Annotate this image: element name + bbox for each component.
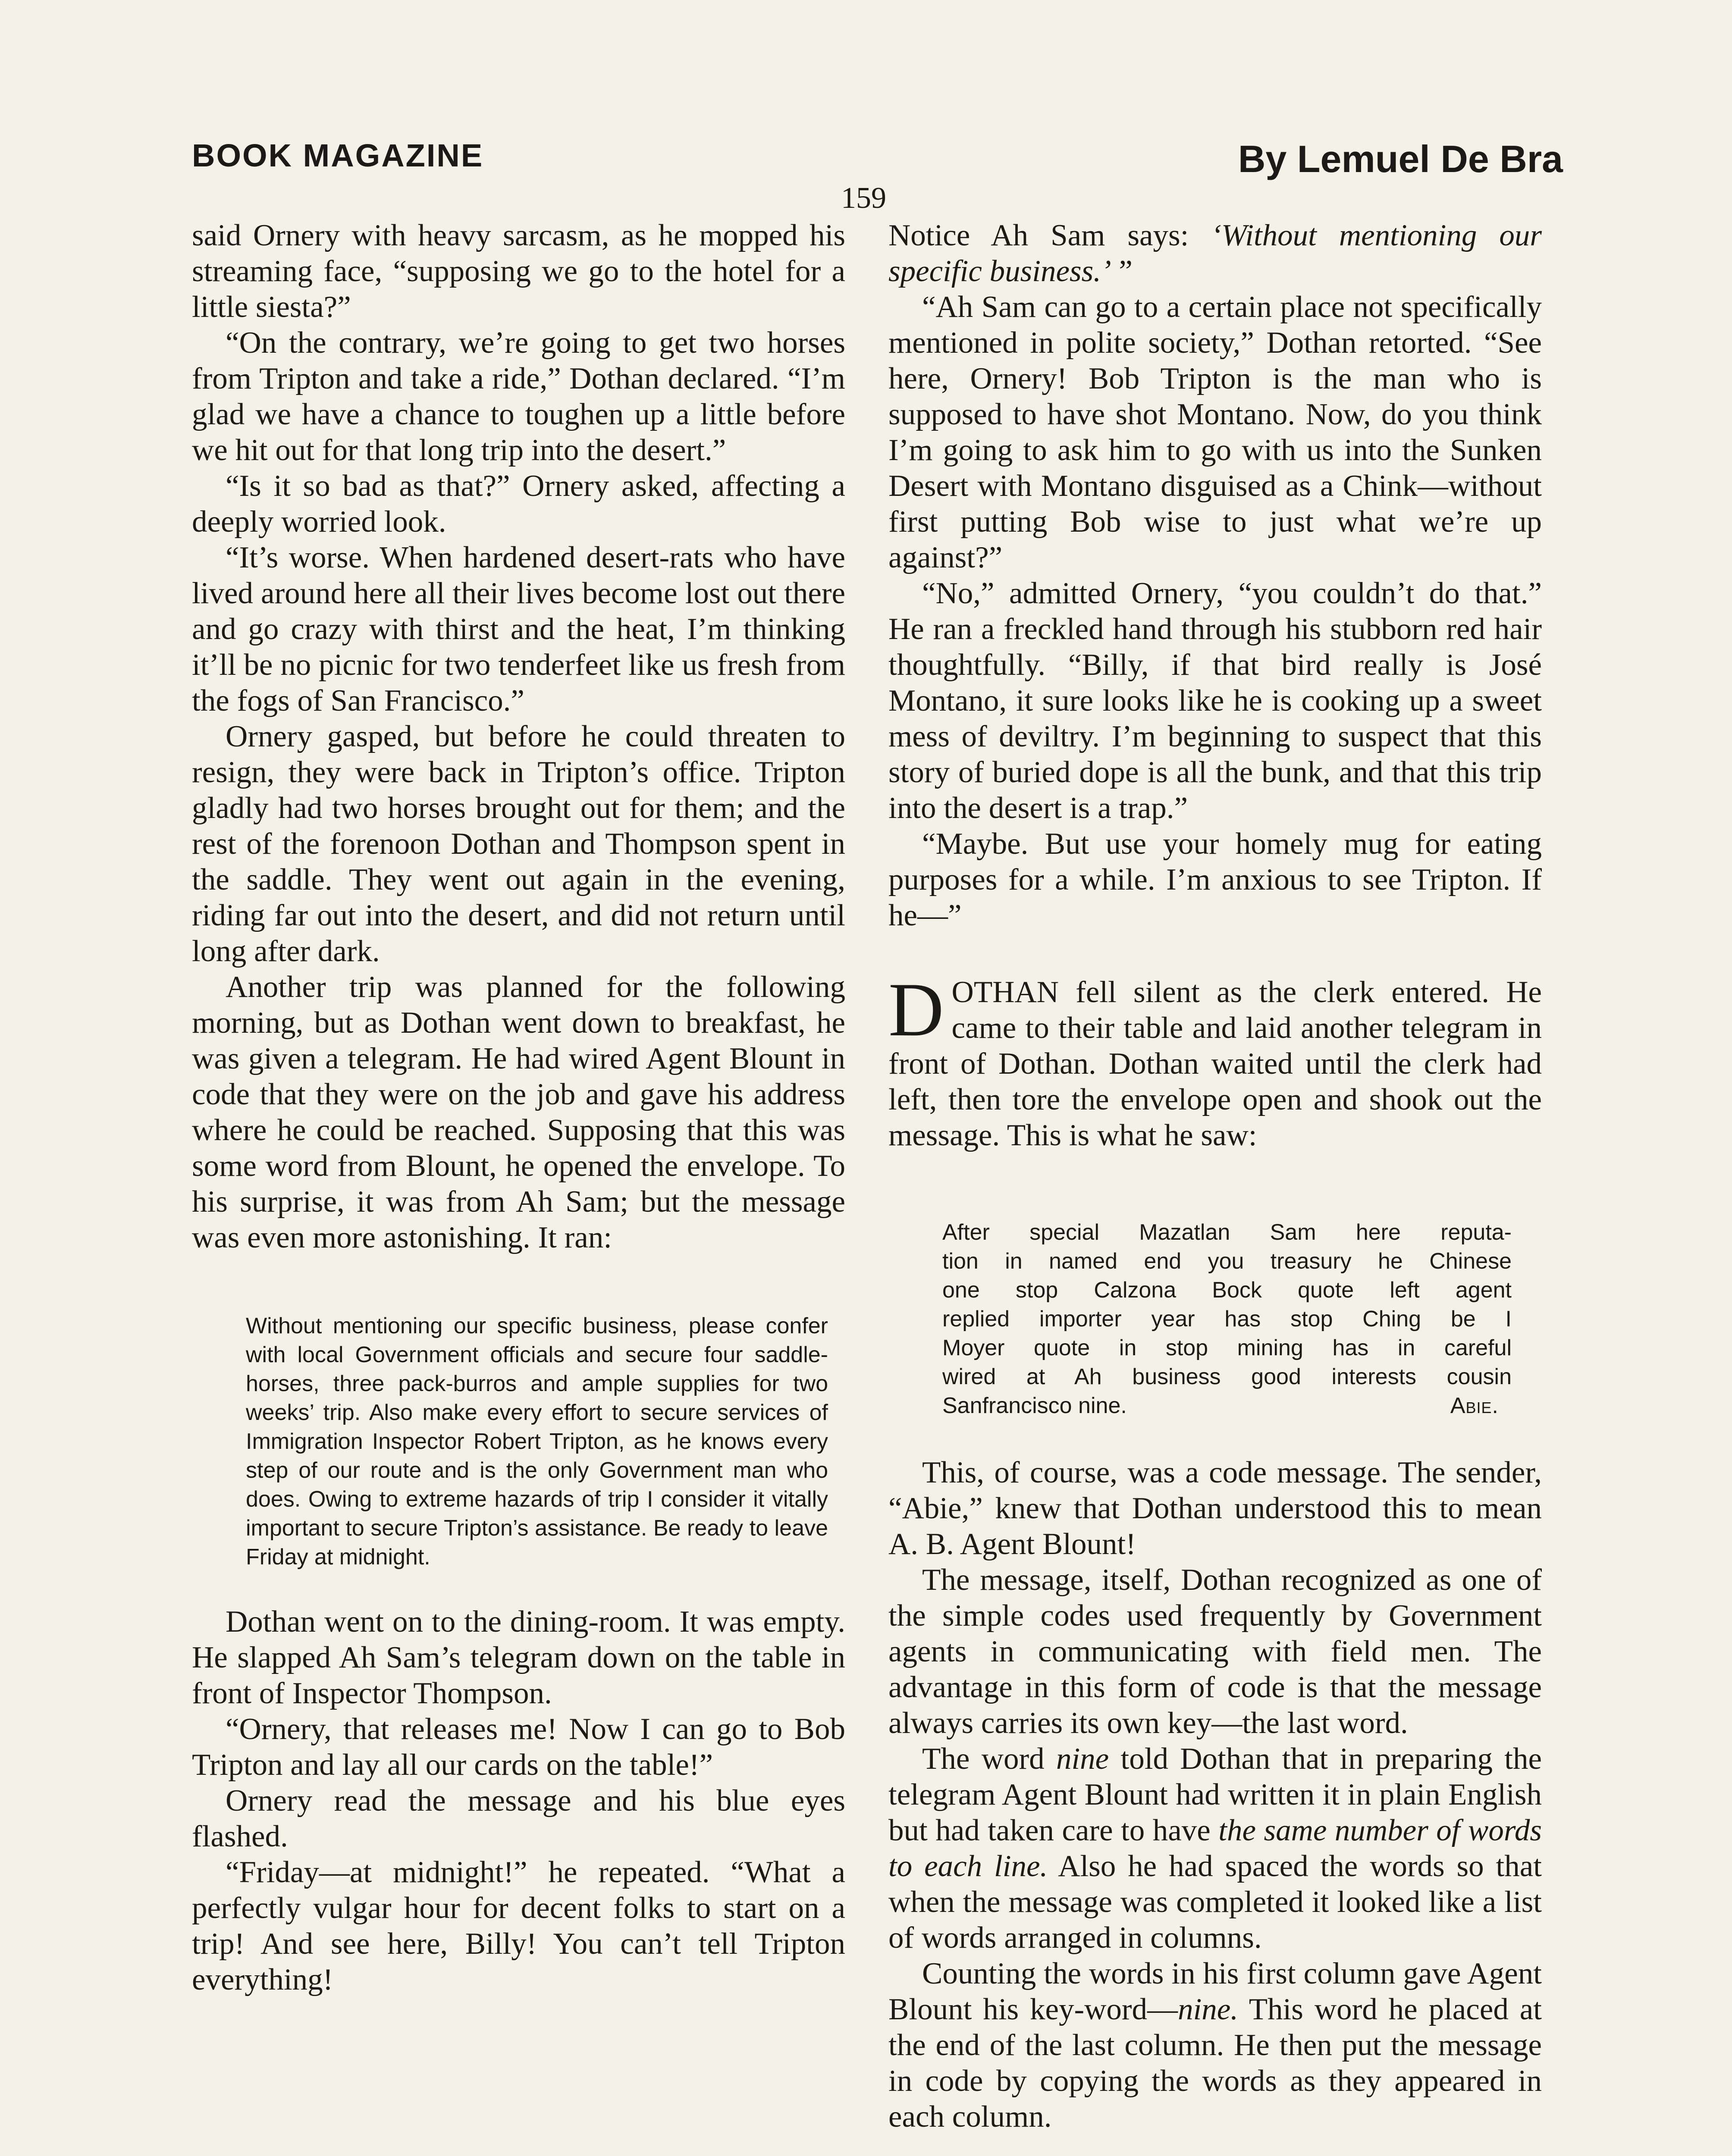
- paragraph-with-drop-cap: [888, 967, 1542, 1153]
- paragraph: “It’s worse. When hardened desert-rats who have lived around here all their lives become lost out there and go crazy with thirst and the heat, I’m thinking it’ll be no picnic for two tenderfeet like us fresh from the fogs of San Francisco.”: [192, 541, 845, 718]
- paragraph: said Ornery with heavy sarcasm, as he mopped his streaming face, “supposing we go to the hotel for a little siesta?”: [192, 219, 845, 324]
- text-run: Also he had spaced the words so that when the message was completed it looked like a list of words arranged in columns.: [888, 1849, 1542, 1955]
- paragraph: “On the contrary, we’re going to get two horses from Tripton and take a ride,” Dothan declared. “I’m glad we have a chance to toughen up a little before we hit out for that long trip into the desert.”: [192, 326, 845, 467]
- text-run: This word he placed at the end of the last column. He then put the message in code by copying the words as they appeared in each column.: [888, 1993, 1542, 2134]
- author-byline: By Lemuel De Bra: [1238, 138, 1563, 180]
- drop-cap: D: [888, 967, 944, 1052]
- right-column: [888, 218, 1542, 2135]
- paragraph: Ornery gasped, but before he could threaten to resign, they were back in Tripton’s office. Tripton gladly had two horses brought out for them; and the rest of the forenoon Dothan and Thompson spent in the saddle. They went out again in the evening, riding far out into the desert, and did not return until long after dark.: [192, 720, 845, 968]
- text-run: ”: [1111, 254, 1133, 288]
- italic-word: nine.: [1178, 1993, 1239, 2026]
- paragraph: “Ah Sam can go to a certain place not specifically mentioned in polite society,” Dothan retorted. “See here, Ornery! Bob Tripton is the man who is supposed to have shot Montano. Now, do you think I’m going to ask him to go with us into the Sunken Desert with Montano disguised as a Chink—without first putting Bob wise to just what we’re up against?”: [888, 290, 1542, 574]
- telegram-signature: Abie.: [1450, 1393, 1499, 1418]
- paragraph: Another trip was planned for the following morning, but as Dothan went down to breakfast, he was given a telegram. He had wired Agent Blount in code that they were on the job and gave his address where he could be reached. Supposing that this was some word from Blount, he opened the envelope. To his surprise, it was from Ah Sam; but the message was even more astonishing. It ran:: [192, 970, 845, 1254]
- paragraph: “Ornery, that releases me! Now I can go to Bob Tripton and lay all our cards on the table!”: [192, 1712, 845, 1782]
- italic-word: nine: [1056, 1742, 1109, 1776]
- telegram-last-words: Sanfrancisco nine.: [942, 1393, 1127, 1418]
- telegram-from-ah-sam: Without mentioning our specific business, please confer with local Government officials and secure four saddle-horses, three pack-burros and ample supplies for two weeks’ trip. Also make every effort to secure services of Immigration Inspector Robert Tripton, as he knows every step of our route and is the only Government man who does. Owing to extreme hazards of trip I consider it vitally important to secure Tripton’s assistance. Be ready to leave Friday at midnight.: [246, 1313, 828, 1570]
- text-run: Counting the words in his first column gave Agent Blount his key-word—: [888, 1957, 1542, 2026]
- paragraph: “Maybe. But use your homely mug for eating purposes for a while. I’m anxious to see Tripton. If he—”: [888, 827, 1542, 932]
- telegram-line: Moyer quote in stop mining has in careful: [942, 1335, 1512, 1360]
- telegram-line: wired at Ah business good interests cousin: [942, 1364, 1512, 1389]
- paragraph: “Is it so bad as that?” Ornery asked, affecting a deeply worried look.: [192, 469, 845, 539]
- telegram-line: tion in named end you treasury he Chinese: [942, 1249, 1512, 1274]
- text-run: The word: [922, 1742, 1056, 1776]
- paragraph: Dothan went on to the dining-room. It was empty. He slapped Ah Sam’s telegram down on the table in front of Inspector Thompson.: [192, 1605, 845, 1710]
- paragraph: This, of course, was a code message. The sender, “Abie,” knew that Dothan understood this to mean A. B. Agent Blount!: [888, 1456, 1542, 1561]
- telegram-line: one stop Calzona Bock quote left agent: [942, 1278, 1512, 1303]
- paragraph: “Friday—at midnight!” he repeated. “What a perfectly vulgar hour for decent folks to start on a trip! And see here, Billy! You can’t tell Tripton everything!: [192, 1855, 845, 1996]
- text-run: OTHAN fell silent as the clerk entered. He came to their table and laid another telegram in front of Dothan. Dothan waited until the clerk had left, then tore the envelope open and shook out the message. This is what he saw:: [888, 975, 1542, 1152]
- paragraph: [888, 218, 1542, 289]
- magazine-title: BOOK MAGAZINE: [192, 138, 484, 173]
- paragraph: [888, 1741, 1542, 1956]
- italic-quote: ‘Without mentioning our specific business.’: [888, 219, 1542, 288]
- italic-phrase: the same number of words to each line.: [888, 1814, 1542, 1883]
- left-column: [192, 218, 845, 1998]
- code-telegram: [942, 1218, 1512, 1420]
- paragraph: The message, itself, Dothan recognized as one of the simple codes used frequently by Government agents in communicating with field men. The advantage in this form of code is that the message always carries its own key—the last word.: [888, 1563, 1542, 1740]
- text-run: told Dothan that in preparing the telegram Agent Blount had written it in plain English but had taken care to have: [888, 1742, 1542, 1847]
- paragraph: Ornery read the message and his blue eyes flashed.: [192, 1784, 845, 1853]
- text-run: Notice Ah Sam says:: [888, 219, 1211, 252]
- paragraph: “No,” admitted Ornery, “you couldn’t do that.” He ran a freckled hand through his stubborn red hair thoughtfully. “Billy, if that bird really is José Montano, it sure looks like he is cooking up a sweet mess of deviltry. I’m beginning to suspect that this story of buried dope is all the bunk, and that this trip into the desert is a trap.”: [888, 577, 1542, 825]
- telegram-line: replied importer year has stop Ching be I: [942, 1307, 1512, 1332]
- telegram-line: After special Mazatlan Sam here reputa-: [942, 1220, 1512, 1245]
- telegram-line: [942, 1391, 1512, 1420]
- page-number: 159: [841, 182, 886, 215]
- paragraph: [888, 1956, 1542, 2135]
